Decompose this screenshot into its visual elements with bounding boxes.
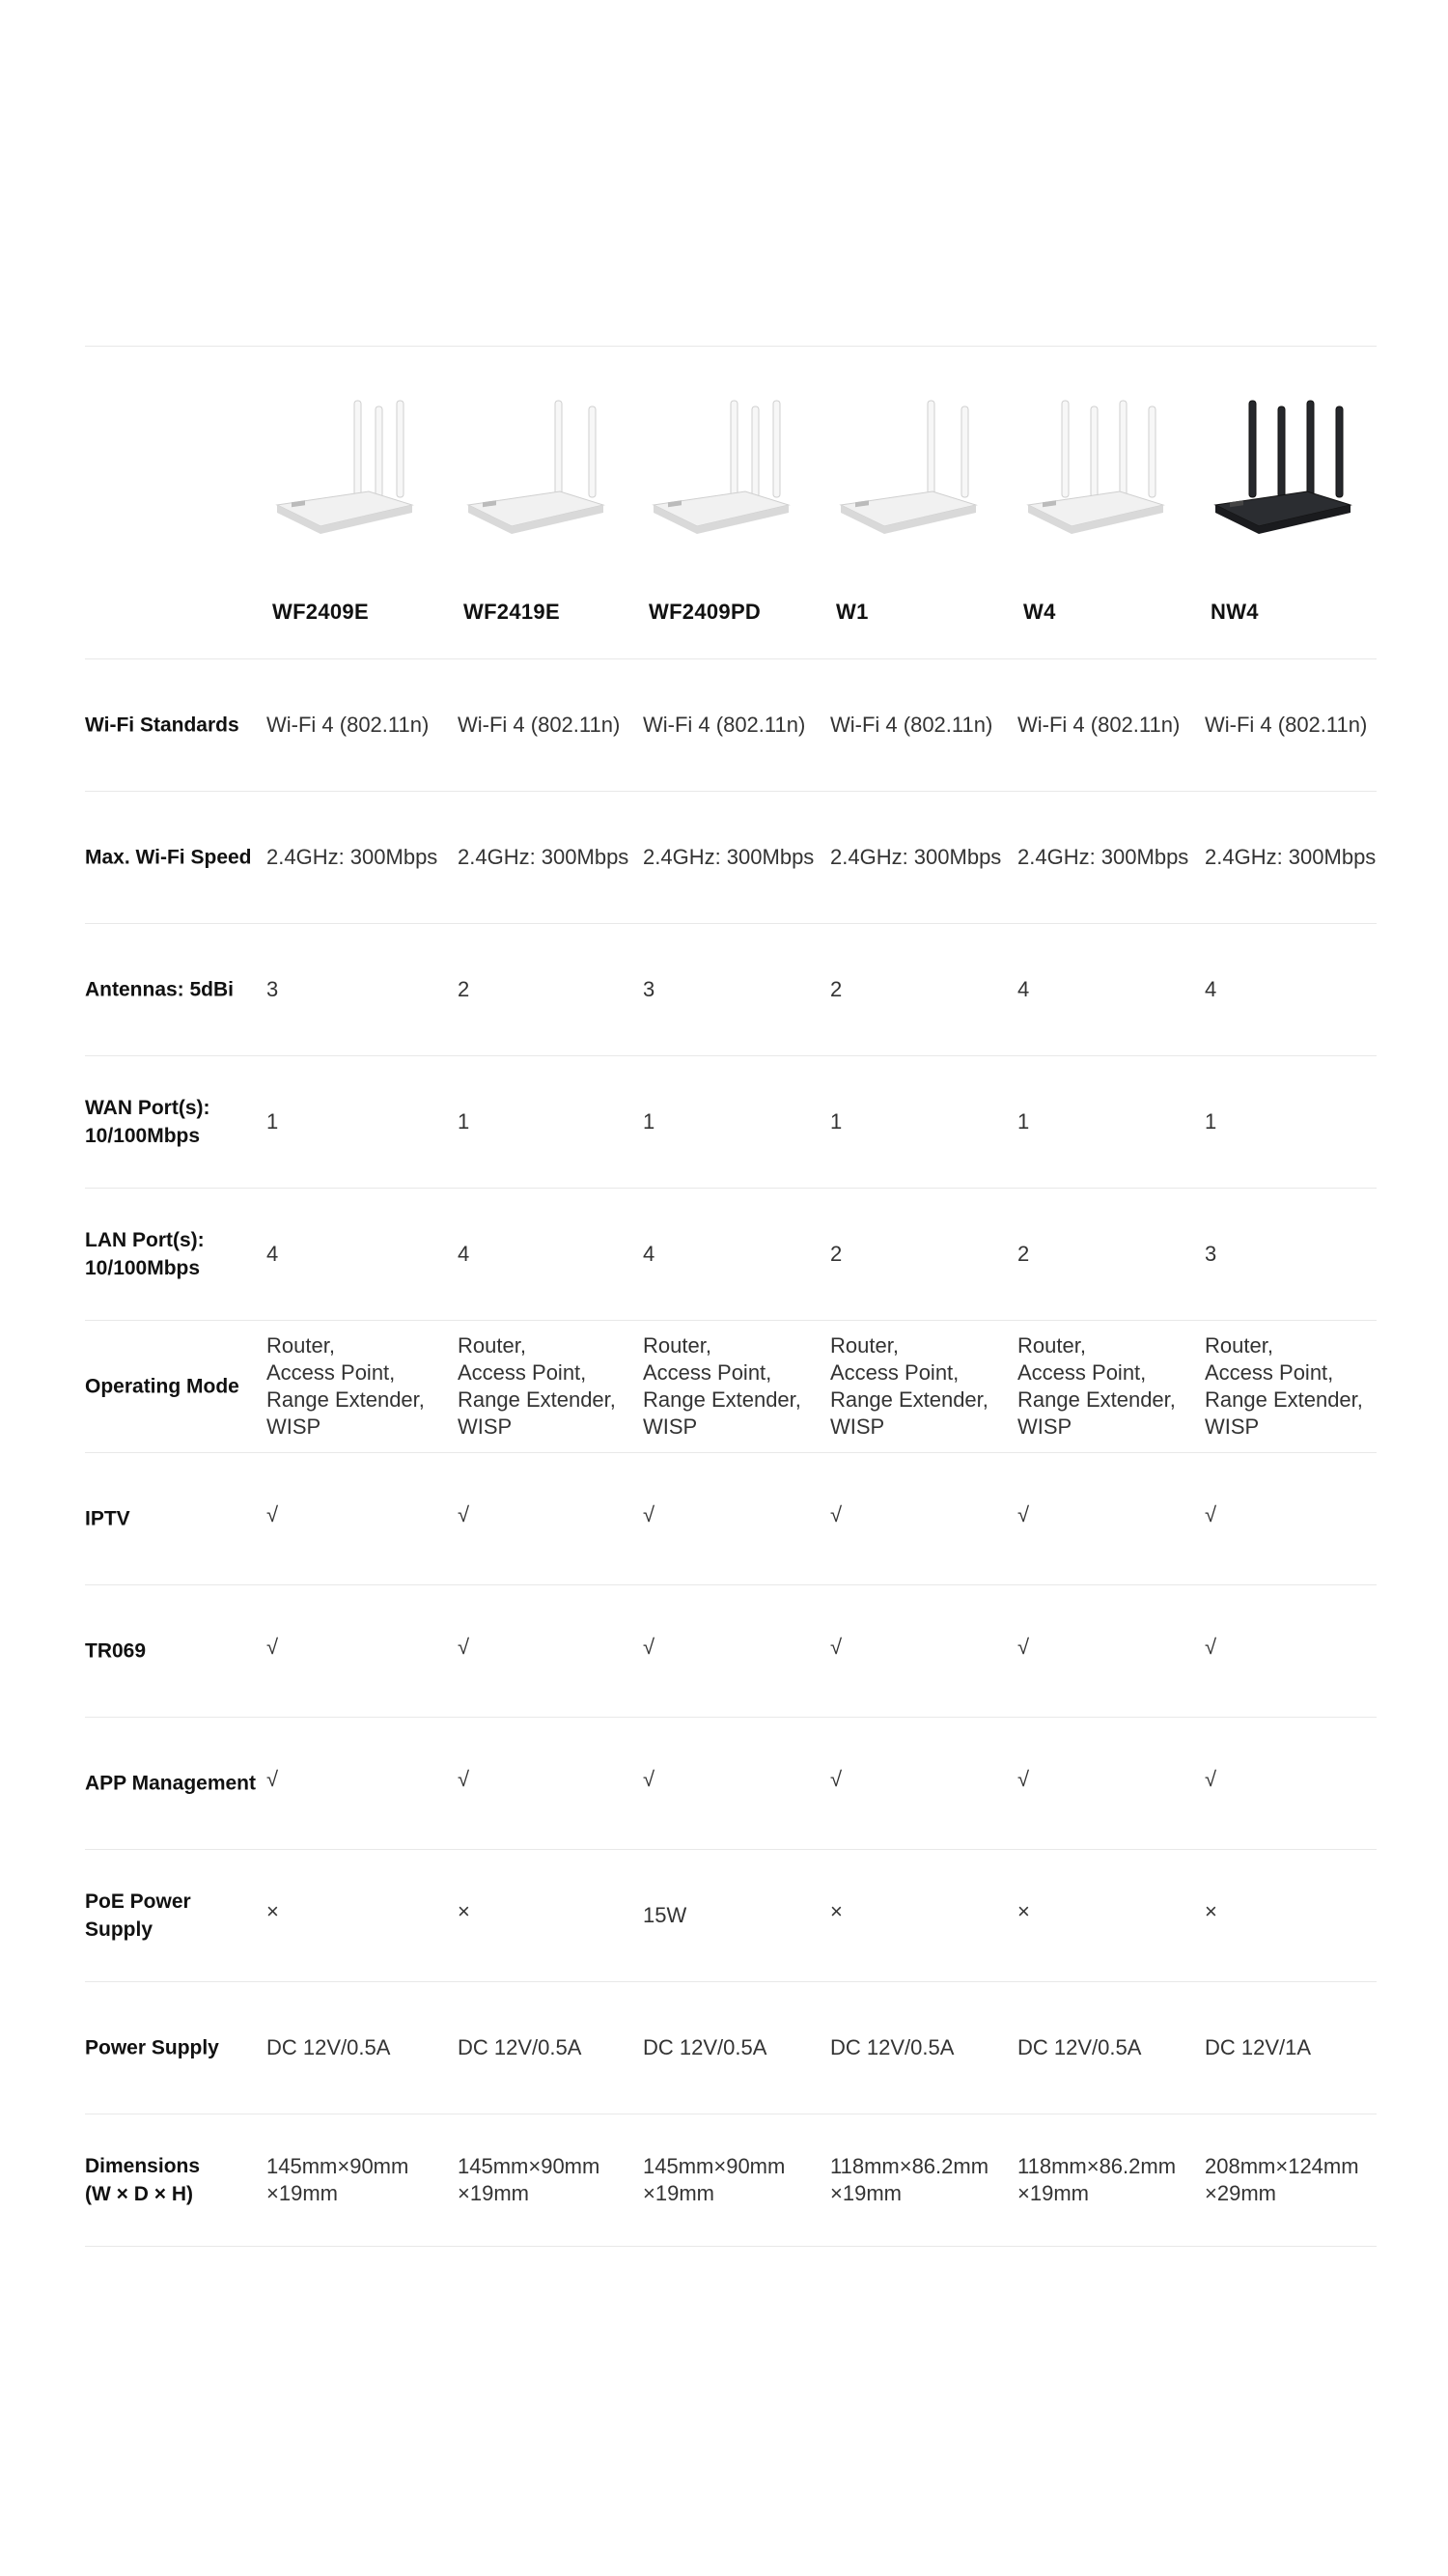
spec-value: ×	[458, 1899, 470, 1923]
spec-value: ×	[266, 1899, 279, 1923]
spec-value: Wi-Fi 4 (802.11n)	[458, 713, 621, 737]
spec-value: DC 12V/0.5A	[830, 2035, 955, 2059]
spec-row	[85, 1585, 1377, 1717]
spec-value: 1	[458, 1109, 470, 1134]
spec-value: 118mm×86.2mm ×19mm	[1017, 2154, 1177, 2205]
spec-value: 4	[266, 1242, 279, 1266]
spec-value: Router, Access Point, Range Extender, WISP	[830, 1333, 989, 1439]
spec-label: LAN Port(s): 10/100Mbps	[85, 1229, 205, 1279]
spec-value: 4	[1205, 977, 1217, 1001]
spec-value: ×	[1017, 1899, 1030, 1923]
spec-value: √	[830, 1502, 843, 1526]
spec-value: 4	[1017, 977, 1030, 1001]
spec-value: √	[1205, 1502, 1217, 1526]
comparison-table	[85, 346, 1377, 2247]
spec-row	[85, 1850, 1377, 1981]
product-name: NW4	[1211, 600, 1259, 624]
product-name: W1	[836, 600, 869, 624]
spec-value: 118mm×86.2mm ×19mm	[830, 2154, 989, 2205]
spec-label: Dimensions (W × D × H)	[85, 2155, 201, 2205]
spec-value: √	[643, 1502, 655, 1526]
spec-label: Operating Mode	[85, 1375, 239, 1398]
spec-label: WAN Port(s): 10/100Mbps	[85, 1097, 210, 1147]
spec-value: 2.4GHz: 300Mbps	[266, 845, 438, 869]
spec-value: 2.4GHz: 300Mbps	[1205, 845, 1377, 869]
spec-value: √	[266, 1635, 279, 1659]
spec-label: TR069	[85, 1639, 147, 1663]
spec-value: DC 12V/0.5A	[266, 2035, 391, 2059]
spec-value: 2	[1017, 1242, 1030, 1266]
spec-value: √	[643, 1767, 655, 1791]
spec-value: DC 12V/0.5A	[458, 2035, 582, 2059]
spec-value: √	[830, 1767, 843, 1791]
product-column-nw4	[1211, 347, 1384, 658]
spec-value: Router, Access Point, Range Extender, WISP	[1205, 1333, 1363, 1439]
spec-value: √	[458, 1502, 470, 1526]
spec-row	[85, 1189, 1377, 1320]
spec-row	[85, 659, 1377, 791]
spec-value: ×	[830, 1899, 843, 1923]
spec-value: √	[266, 1767, 279, 1791]
spec-value: √	[1205, 1635, 1217, 1659]
divider	[85, 2246, 1377, 2247]
product-column-wf2409pd	[649, 347, 822, 658]
spec-value: √	[1017, 1767, 1030, 1791]
spec-value: √	[1017, 1635, 1030, 1659]
spec-row	[85, 1453, 1377, 1584]
spec-value: 1	[830, 1109, 843, 1134]
spec-value: 145mm×90mm ×19mm	[458, 2154, 600, 2205]
product-column-wf2419e	[463, 347, 637, 658]
spec-value: √	[1205, 1767, 1217, 1791]
spec-value: 2	[458, 977, 470, 1001]
product-column-wf2409e	[272, 347, 446, 658]
spec-row	[85, 1982, 1377, 2114]
spec-row	[85, 924, 1377, 1055]
spec-label: Max. Wi-Fi Speed	[85, 846, 252, 869]
product-header-row	[85, 347, 1377, 658]
spec-value: 208mm×124mm ×29mm	[1205, 2154, 1359, 2205]
product-name: WF2409PD	[649, 600, 762, 624]
spec-row	[85, 2114, 1377, 2246]
spec-value: ×	[1205, 1899, 1217, 1923]
spec-value: 4	[643, 1242, 655, 1266]
spec-value: 3	[266, 977, 279, 1001]
product-name: W4	[1023, 600, 1056, 624]
product-column-w4	[1023, 347, 1197, 658]
spec-rows	[85, 658, 1377, 2247]
spec-value: 1	[1017, 1109, 1030, 1134]
spec-label: Antennas: 5dBi	[85, 978, 235, 1001]
spec-row	[85, 1321, 1377, 1452]
spec-row	[85, 792, 1377, 923]
spec-value: Wi-Fi 4 (802.11n)	[1205, 713, 1368, 737]
spec-value: 3	[1205, 1242, 1217, 1266]
spec-value: √	[458, 1635, 470, 1659]
spec-value: Wi-Fi 4 (802.11n)	[830, 713, 993, 737]
spec-value: Router, Access Point, Range Extender, WISP	[458, 1333, 616, 1439]
spec-label: IPTV	[85, 1507, 130, 1530]
spec-value: 1	[1205, 1109, 1217, 1134]
spec-value: √	[643, 1635, 655, 1659]
spec-value: 4	[458, 1242, 470, 1266]
spec-value: 145mm×90mm ×19mm	[643, 2154, 786, 2205]
spec-label: APP Management	[85, 1772, 256, 1795]
spec-value: 2.4GHz: 300Mbps	[458, 845, 629, 869]
spec-value: √	[458, 1767, 470, 1791]
spec-value: Router, Access Point, Range Extender, WISP	[1017, 1333, 1176, 1439]
spec-value: Router, Access Point, Range Extender, WISP	[266, 1333, 425, 1439]
spec-value: 145mm×90mm ×19mm	[266, 2154, 409, 2205]
product-name: WF2409E	[272, 600, 369, 624]
spec-label: Power Supply	[85, 2036, 219, 2059]
spec-value: √	[830, 1635, 843, 1659]
spec-value: 3	[643, 977, 655, 1001]
spec-value: 2.4GHz: 300Mbps	[643, 845, 815, 869]
spec-value: 1	[266, 1109, 279, 1134]
spec-value: Wi-Fi 4 (802.11n)	[266, 713, 430, 737]
spec-label: PoE Power Supply	[85, 1890, 191, 1941]
spec-row	[85, 1056, 1377, 1188]
spec-value: Wi-Fi 4 (802.11n)	[1017, 713, 1181, 737]
spec-value: Wi-Fi 4 (802.11n)	[643, 713, 806, 737]
spec-value: 2	[830, 977, 843, 1001]
spec-value: Router, Access Point, Range Extender, WISP	[643, 1333, 801, 1439]
spec-value: 2.4GHz: 300Mbps	[830, 845, 1002, 869]
spec-row	[85, 1718, 1377, 1849]
product-name: WF2419E	[463, 600, 560, 624]
spec-value: 1	[643, 1109, 655, 1134]
spec-value: √	[266, 1502, 279, 1526]
spec-value: DC 12V/0.5A	[643, 2035, 767, 2059]
spec-label: Wi-Fi Standards	[85, 714, 239, 737]
spec-value: √	[1017, 1502, 1030, 1526]
spec-value: 2.4GHz: 300Mbps	[1017, 845, 1189, 869]
product-column-w1	[836, 347, 1010, 658]
spec-value: 15W	[643, 1903, 687, 1927]
spec-value: DC 12V/0.5A	[1017, 2035, 1142, 2059]
spec-value: DC 12V/1A	[1205, 2035, 1312, 2059]
spec-value: 2	[830, 1242, 843, 1266]
